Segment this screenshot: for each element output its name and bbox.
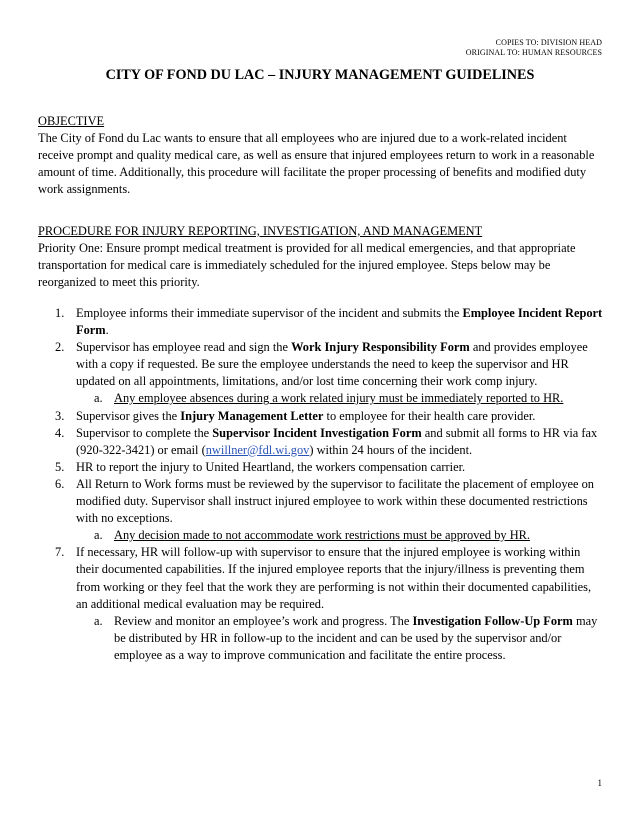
procedure-section [38, 223, 604, 291]
step-6a [38, 527, 604, 544]
step-7a [38, 613, 604, 664]
employee-incident-report-form: Employee Incident Report Form [76, 306, 603, 338]
copies-notice [466, 38, 602, 58]
step-text-end: and provides employee with a copy if requested. Be sure the employee understands the need to keep the supervisor and HR updated on all appointments, limitations, and/or lost time concerning their work comp injury. [76, 340, 588, 389]
step-number: 6. [55, 476, 65, 491]
procedure-intro: Priority One: Ensure prompt medical treatment is provided for all medical emergencies, and that appropriate transportation for medical care is immediately scheduled for the injured employee. Steps below may be reorganized to meet this priority. [38, 241, 576, 290]
step-7 [38, 544, 604, 612]
step-number: 1. [55, 306, 65, 320]
step-5 [38, 459, 604, 476]
page-number: 1 [597, 778, 602, 788]
work-injury-responsibility-form: Work Injury Responsibility Form [291, 340, 470, 355]
objective-section [38, 113, 604, 198]
steps-list [38, 305, 604, 664]
step-text-mid: and submit all forms to HR via fax (920-322-3421) or email ( [76, 425, 598, 457]
step-4 [38, 425, 604, 459]
substep-letter: a. [94, 528, 103, 543]
steps-section [38, 305, 604, 664]
step-2a [38, 390, 604, 407]
step-text: HR to report the injury to United Heartland, the workers compensation carrier. [76, 459, 466, 474]
step-number: 2. [55, 340, 65, 355]
step-1 [38, 305, 604, 339]
step-text: Employee informs their immediate supervisor of the incident and submits the [76, 306, 463, 320]
absence-reporting-note: Any employee absences during a work related injury must be immediately reported to HR. [114, 391, 564, 406]
step-text: Supervisor gives the [76, 408, 181, 423]
step-text: All Return to Work forms must be reviewed by the supervisor to facilitate the placement of employee on modified duty. Supervisor shall instruct injured employee to work within these documented restrictions with no exceptions. [76, 476, 595, 526]
step-text-end: . [105, 323, 109, 338]
step-2 [38, 339, 604, 390]
step-number: 5. [55, 459, 65, 474]
injury-management-letter: Injury Management Letter [180, 408, 324, 423]
step-text: Supervisor to complete the [76, 425, 213, 440]
step-number: 4. [55, 425, 65, 440]
objective-text: The City of Fond du Lac wants to ensure that all employees who are injured due to a work-related incident receive prompt and quality medical care, as well as ensure that injured employees return to work in a reasonable amount of time. Additionally, this procedure will facilitate the proper processing of benefits and modified duty work assignments. [38, 131, 595, 197]
supervisor-incident-investigation-form: Supervisor Incident Investigation Form [212, 425, 422, 440]
step-text-end: ) within 24 hours of the incident. [309, 442, 473, 457]
step-number: 3. [55, 408, 65, 423]
step-text-end: to employee for their health care provider. [323, 408, 536, 423]
substep-letter: a. [94, 391, 103, 406]
accommodation-approval-note: Any decision made to not accommodate work restrictions must be approved by HR. [114, 528, 531, 543]
investigation-follow-up-form: Investigation Follow-Up Form [412, 613, 573, 628]
copies-to-division-head: COPIES TO: DIVISION HEAD [495, 38, 602, 47]
step-text: If necessary, HR will follow-up with supervisor to ensure that the injured employee is working within their documented capabilities. If the injured employee reports that the injury/illness is preventing them from working or they feel that the work they are performing is not within their documented capabilities, an additional medical evaluation may be required. [76, 545, 592, 611]
step-6 [38, 476, 604, 527]
document-title: CITY OF FOND DU LAC – INJURY MANAGEMENT GUIDELINES [105, 67, 535, 83]
substep-text: Review and monitor an employee’s work and progress. The [114, 613, 413, 628]
hr-email-link[interactable]: nwillner@fdl.wi.gov [205, 442, 310, 457]
step-number: 7. [55, 545, 65, 560]
substep-letter: a. [94, 613, 103, 628]
procedure-heading: PROCEDURE FOR INJURY REPORTING, INVESTIGATION, AND MANAGEMENT [38, 224, 483, 238]
original-to-hr: ORIGINAL TO: HUMAN RESOURCES [465, 48, 602, 57]
substep-text-end: may be distributed by HR in follow-up to the incident and can be used by the supervisor and/or employee as a way to improve communication and facilitate the entire process. [114, 613, 598, 662]
objective-heading: OBJECTIVE [38, 114, 105, 128]
step-text: Supervisor has employee read and sign the [76, 340, 292, 355]
step-3 [38, 408, 604, 425]
